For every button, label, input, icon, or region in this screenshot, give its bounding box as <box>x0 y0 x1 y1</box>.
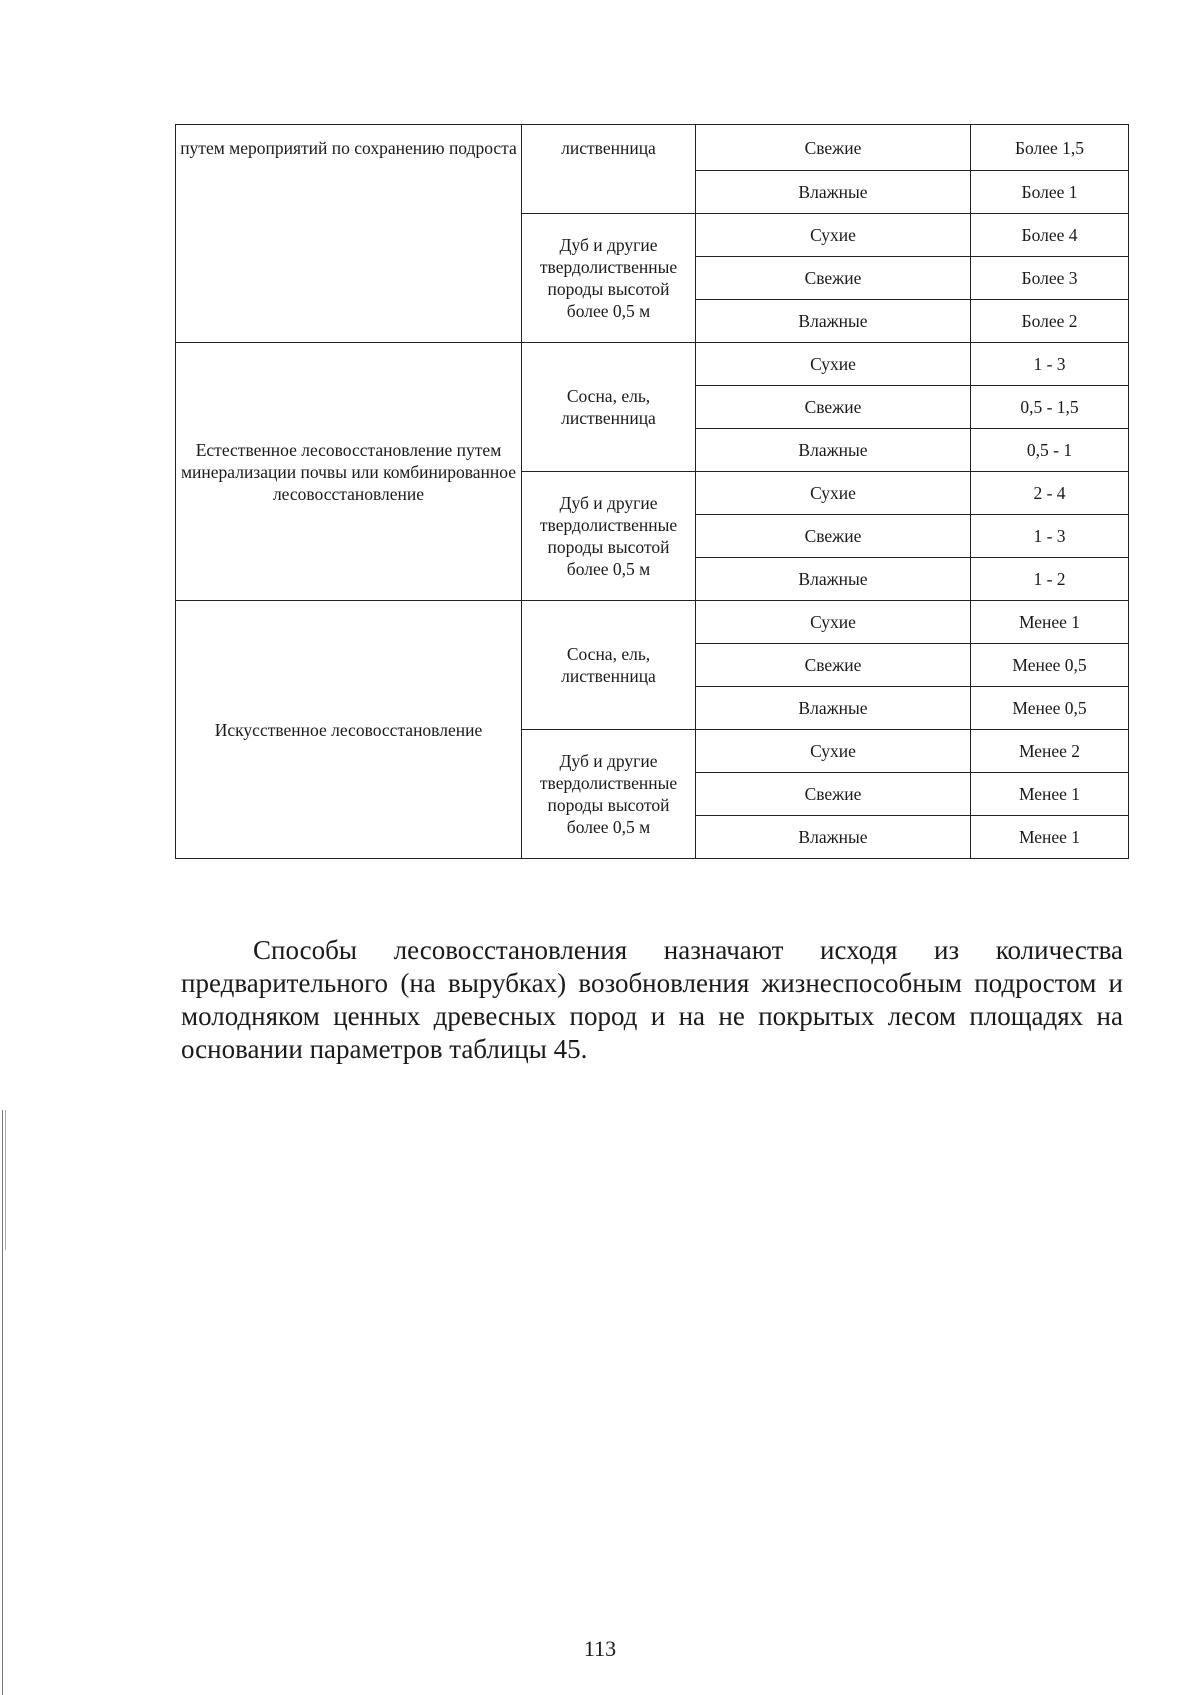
value-cell: Менее 2 <box>971 730 1129 773</box>
value-cell: Более 1,5 <box>971 125 1129 171</box>
value-cell: Менее 0,5 <box>971 687 1129 730</box>
method-cell: Естественное лесовосстановление путем минерализации почвы или комбинированное лесовосстановление <box>176 343 522 601</box>
value-cell: Более 3 <box>971 257 1129 300</box>
value-cell: Менее 1 <box>971 773 1129 816</box>
value-cell: Менее 1 <box>971 816 1129 859</box>
species-cell: Сосна, ель, лиственница <box>522 343 696 472</box>
condition-cell: Влажные <box>696 429 971 472</box>
value-cell: 0,5 - 1,5 <box>971 386 1129 429</box>
value-cell: Более 4 <box>971 214 1129 257</box>
value-cell: 1 - 3 <box>971 515 1129 558</box>
condition-cell: Сухие <box>696 472 971 515</box>
method-cell: путем мероприятий по сохранению подроста <box>176 125 522 343</box>
condition-cell: Сухие <box>696 343 971 386</box>
body-paragraph: Способы лесовосстановления назначают исходя из количества предварительного (на вырубках) возобновления жизнеспособным подростом и молодняком ценных древесных пород и на не покрытых лесом площадях на основании параметров таблицы 45. <box>181 935 1123 1064</box>
condition-cell: Влажные <box>696 171 971 214</box>
scan-edge-line <box>5 1110 6 1250</box>
method-cell: Искусственное лесовосстановление <box>176 601 522 859</box>
reforestation-table <box>175 124 1129 859</box>
species-cell: Сосна, ель, лиственница <box>522 601 696 730</box>
condition-cell: Сухие <box>696 214 971 257</box>
condition-cell: Влажные <box>696 558 971 601</box>
condition-cell: Свежие <box>696 515 971 558</box>
condition-cell: Свежие <box>696 386 971 429</box>
species-cell: Дуб и другие твердолиственные породы высотой более 0,5 м <box>522 472 696 601</box>
table-row <box>176 343 1129 386</box>
value-cell: 2 - 4 <box>971 472 1129 515</box>
table-row <box>176 601 1129 644</box>
value-cell: Менее 0,5 <box>971 644 1129 687</box>
value-cell: 1 - 3 <box>971 343 1129 386</box>
value-cell: 1 - 2 <box>971 558 1129 601</box>
value-cell: Более 2 <box>971 300 1129 343</box>
page-number: 113 <box>583 1636 617 1661</box>
condition-cell: Сухие <box>696 730 971 773</box>
species-cell: лиственница <box>522 125 696 214</box>
value-cell: Более 1 <box>971 171 1129 214</box>
table-row <box>176 125 1129 171</box>
scan-edge-line <box>2 1110 3 1695</box>
condition-cell: Влажные <box>696 816 971 859</box>
value-cell: Менее 1 <box>971 601 1129 644</box>
condition-cell: Влажные <box>696 687 971 730</box>
condition-cell: Сухие <box>696 601 971 644</box>
condition-cell: Свежие <box>696 257 971 300</box>
condition-cell: Свежие <box>696 125 971 171</box>
species-cell: Дуб и другие твердолиственные породы высотой более 0,5 м <box>522 730 696 859</box>
condition-cell: Свежие <box>696 644 971 687</box>
condition-cell: Влажные <box>696 300 971 343</box>
condition-cell: Свежие <box>696 773 971 816</box>
species-cell: Дуб и другие твердолиственные породы высотой более 0,5 м <box>522 214 696 343</box>
value-cell: 0,5 - 1 <box>971 429 1129 472</box>
